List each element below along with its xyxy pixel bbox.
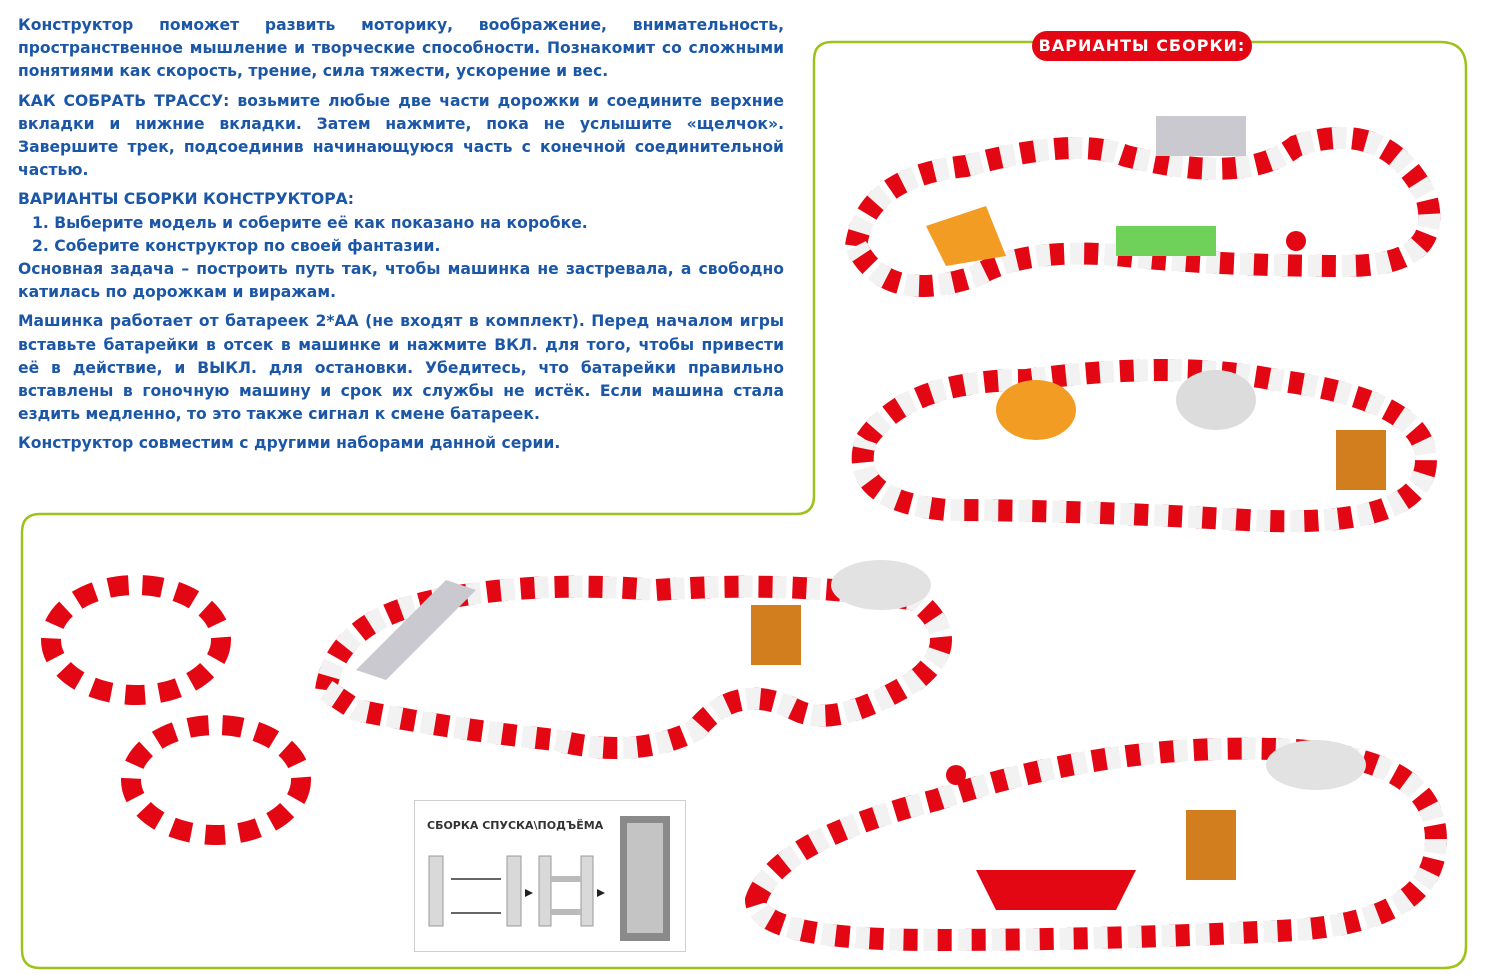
instructions-text [18,14,784,462]
assembly-paragraph [18,90,784,183]
compat-paragraph: Конструктор совместим с другими наборами данной серии. [18,434,561,453]
variants-item-1: 1. Выберите модель и соберите её как показано на коробке. [32,213,588,232]
track-image-2 [826,340,1456,540]
track-image-1 [826,96,1462,326]
slope-diagram [415,801,685,951]
inset-title: СБОРКА СПУСКА\ПОДЪЁМА [427,819,604,832]
variants-badge: ВАРИАНТЫ СБОРКИ: [1032,31,1252,61]
track-image-4 [736,720,1456,960]
assembly-text: возьмите любые две части дорожки и соедините верхние вкладки и нижние вкладки. Затем нажмите, пока не услышите «щелчок». Завершите трек, подсоединив начинающуюся часть с конечной соединительной частью. [18,91,784,180]
intro-paragraph: Конструктор поможет развить моторику, воображение, внимательность, пространственное мышление и творческие способности. Познакомит со сложными понятиями как скорость, трение, сила тяжести, ускорение и вес. [18,16,784,81]
slope-assembly-inset [414,800,686,952]
assembly-heading: КАК СОБРАТЬ ТРАССУ: [18,91,230,110]
battery-paragraph: Машинка работает от батареек 2*AA (не входят в комплект). Перед началом игры вставьте батарейки в отсек в машинке и нажмите ВКЛ. для того, чтобы привести её в действие, и ВЫКЛ. для остановки. Убедитесь, что батарейки правильно вставлены в гоночную машину и срок их службы не истёк. Если машина стала ездить медленно, то это также сигнал к смене батареек. [18,312,784,424]
variants-item-2: 2. Соберите конструктор по своей фантазии. [32,236,441,255]
goal-paragraph: Основная задача – построить путь так, чтобы машинка не застревала, а свободно катилась по дорожкам и виражам. [18,260,784,302]
variants-heading: ВАРИАНТЫ СБОРКИ КОНСТРУКТОРА: [18,190,354,209]
on-label: ВКЛ. [494,335,538,354]
off-label: ВЫКЛ. [197,358,257,377]
